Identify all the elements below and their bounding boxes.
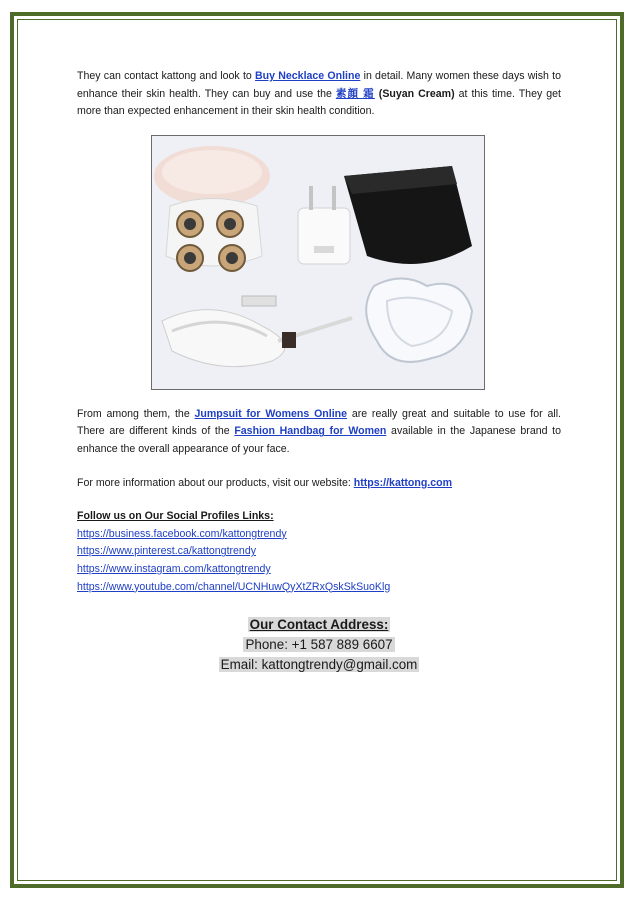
social-links bbox=[77, 508, 561, 596]
suyan-cream-label: (Suyan Cream) bbox=[374, 87, 455, 100]
contact-block bbox=[0, 615, 638, 675]
text: From among them, the bbox=[77, 407, 195, 420]
pinterest-link[interactable]: https://www.pinterest.ca/kattongtrendy bbox=[77, 545, 257, 558]
product-illustration bbox=[152, 136, 484, 389]
paragraph-intro bbox=[77, 68, 561, 121]
facebook-link[interactable]: https://business.facebook.com/kattongtrendy bbox=[77, 527, 287, 540]
paragraph-products bbox=[77, 406, 561, 459]
suyan-cream-link[interactable]: 素顔 霜 bbox=[335, 87, 375, 100]
text: available in the Japanese brand to enhance the overall appearance of your face. bbox=[77, 425, 562, 455]
paragraph-website bbox=[77, 475, 561, 493]
text: in detail. Many women these days wish to enhance their skin health. They can buy and use the bbox=[77, 70, 562, 100]
jumpsuit-link[interactable]: Jumpsuit for Womens Online bbox=[194, 407, 348, 420]
product-photo bbox=[151, 135, 485, 390]
buy-necklace-link[interactable]: Buy Necklace Online bbox=[255, 70, 361, 82]
contact-title: Our Contact Address: bbox=[249, 617, 389, 632]
contact-phone: Phone: +1 587 889 6607 bbox=[245, 637, 393, 652]
website-link[interactable]: https://kattong.com bbox=[353, 476, 453, 489]
text: For more information about our products, visit our website: bbox=[77, 476, 354, 489]
contact-email: Email: kattongtrendy@gmail.com bbox=[220, 657, 418, 672]
document-body bbox=[77, 68, 561, 596]
text: at this time. They get more than expected enhancement in their skin health condition. bbox=[77, 87, 561, 118]
text: They can contact kattong and look to bbox=[77, 70, 256, 82]
instagram-link[interactable]: https://www.instagram.com/kattongtrendy bbox=[77, 562, 271, 575]
text: are really great and suitable to use for all. There are different kinds of the bbox=[77, 407, 561, 438]
handbag-link[interactable]: Fashion Handbag for Women bbox=[234, 425, 387, 438]
social-heading: Follow us on Our Social Profiles Links: bbox=[77, 510, 274, 523]
youtube-link[interactable]: https://www.youtube.com/channel/UCNHuwQyXtZRxQskSkSuoKlg bbox=[77, 580, 391, 593]
